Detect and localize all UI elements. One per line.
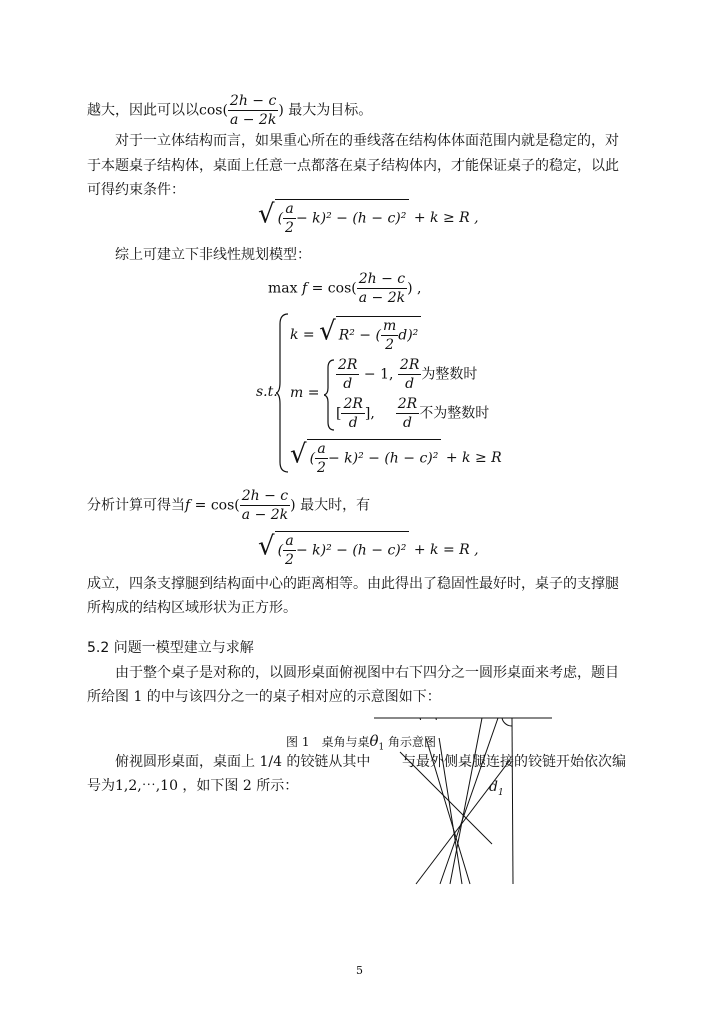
expr: R² − (	[338, 327, 381, 344]
paragraph-2-line-3: 可得约束条件：	[87, 182, 185, 198]
fraction	[228, 92, 278, 129]
numerator: a	[283, 532, 296, 551]
expr: − k)² − (h − c)²	[295, 542, 407, 559]
f: f	[301, 280, 308, 297]
eq: = cos(	[311, 280, 357, 297]
numerator: 2R	[338, 357, 358, 373]
caption-text: 图 1 桌角与桌	[286, 735, 370, 749]
sqrt	[258, 199, 409, 237]
condition: 不为整数时	[419, 405, 490, 422]
page-number: 5	[356, 964, 363, 977]
radical-sign: √	[258, 199, 275, 230]
k-lhs: k =	[290, 327, 315, 343]
max: max	[268, 280, 298, 297]
fraction	[336, 356, 359, 393]
fraction	[396, 395, 419, 432]
paragraph-7-line-1-a: 俯视圆形桌面，桌面上 1/4 的铰链从其中	[115, 754, 371, 770]
denominator: 2	[317, 460, 326, 476]
numerator: 2h − c	[229, 93, 277, 109]
radicand	[336, 316, 422, 354]
radical-sign: √	[319, 316, 336, 347]
expr-tail: + k ≥ R	[445, 450, 502, 466]
denominator: d	[402, 415, 412, 431]
paren: (	[277, 210, 284, 227]
fraction	[283, 532, 296, 569]
numerator: 2h − c	[241, 488, 289, 504]
sqrt	[290, 439, 441, 477]
text: 分析计算可得当	[87, 497, 185, 514]
paragraph-6-line-1: 由于整个桌子是对称的，以圆形桌面俯视图中右下四分之一圆形桌面来考虑，题目	[115, 665, 619, 681]
text: 最大为目标。	[288, 102, 373, 119]
section-heading: 5.2 问题一模型建立与求解	[87, 640, 254, 656]
fraction	[283, 200, 296, 237]
constraint-m-case-2	[336, 395, 489, 432]
equation-equality	[258, 531, 479, 569]
paren: (	[309, 450, 316, 467]
numerator: 2h − c	[358, 271, 406, 287]
eq: = cos(	[194, 497, 240, 514]
fraction	[381, 317, 398, 354]
paragraph-4	[87, 487, 370, 524]
expr: − 1,	[363, 366, 394, 383]
objective-function	[268, 270, 422, 307]
denominator: 2	[285, 552, 294, 568]
fraction	[341, 395, 364, 432]
denominator: a − 2k	[241, 507, 289, 523]
radicand	[275, 531, 410, 569]
radical-sign: √	[258, 531, 275, 562]
d-symbol: d	[489, 779, 498, 795]
denominator: d	[348, 415, 358, 431]
expr: − k)² − (h − c)²	[295, 210, 407, 227]
paragraph-3: 综上可建立下非线性规划模型：	[115, 247, 311, 263]
condition: 为整数时	[421, 366, 478, 383]
cos: cos(	[199, 102, 228, 119]
fraction	[357, 270, 407, 307]
paren: ) ,	[407, 280, 422, 297]
numerator: 2R	[399, 357, 420, 373]
radical-sign: √	[290, 439, 307, 470]
system-brace	[276, 312, 290, 474]
text: ) 最大时，有	[290, 497, 371, 514]
denominator: 2	[385, 337, 395, 353]
expr-tail: + k ≥ R ,	[413, 210, 479, 226]
theta-subscript: 1	[378, 742, 385, 753]
equation-constraint	[258, 199, 479, 237]
sqrt	[319, 316, 421, 354]
numerator: m	[382, 318, 397, 334]
denominator: d	[405, 376, 415, 392]
sqrt	[258, 531, 409, 569]
radicand	[275, 199, 410, 237]
m-brace	[324, 358, 336, 432]
paragraph-2-line-2: 于本题桌子结构体，桌面上任意一点都落在桌子结构体内，才能保证桌子的稳定，以此	[87, 158, 619, 174]
paren: )	[278, 102, 284, 119]
theta-symbol: θ	[369, 732, 379, 750]
paragraph-7-line-2: 号为1,2,⋯,10 ，如下图 2 所示：	[87, 778, 299, 794]
paragraph-5-line-2: 所构成的结构区域形状为正方形。	[87, 600, 297, 616]
numerator: 2R	[343, 396, 363, 412]
numerator: a	[315, 440, 328, 459]
fraction	[315, 440, 328, 477]
paragraph-2-line-1: 对于一立体结构而言，如果重心所在的垂线落在结构体体面范围内就是稳定的，对	[115, 133, 619, 149]
denominator: a − 2k	[358, 290, 406, 306]
text: 越大，因此可以以	[87, 102, 199, 119]
paragraph-7-line-1-b: 与最外侧桌腿连接的铰链开始依次编	[402, 754, 626, 770]
fraction	[240, 487, 290, 524]
paren: (	[277, 542, 284, 559]
constraint-m-lhs: m =	[290, 385, 320, 401]
paragraph-6-line-2: 所给图 1 的中与该四分之一的桌子相对应的示意图如下：	[87, 689, 441, 705]
bracket: ],	[364, 405, 375, 422]
d-subscript: 1	[497, 787, 504, 798]
paragraph-5-line-1: 成立，四条支撑腿到结构面中心的距离相等。由此得出了稳固性最好时，桌子的支撑腿	[87, 576, 619, 592]
numerator: a	[283, 200, 296, 219]
denominator: d	[343, 376, 353, 392]
radicand	[307, 439, 442, 477]
expr: − k)² − (h − c)²	[327, 450, 439, 467]
denominator: a − 2k	[229, 112, 277, 128]
paragraph-1	[87, 92, 372, 129]
constraint-k	[290, 316, 421, 354]
denominator: 2	[285, 220, 294, 236]
expr: d)²	[398, 327, 419, 344]
st-label: s.t.	[256, 384, 278, 400]
figure-1-d-label	[489, 778, 504, 802]
constraint-stability	[290, 439, 502, 477]
fraction	[398, 356, 421, 393]
numerator: 2R	[397, 396, 418, 412]
f: f	[185, 497, 191, 514]
caption-text: 角示意图	[388, 735, 437, 749]
constraint-m-case-1	[336, 356, 477, 393]
bracket: [	[336, 405, 342, 422]
expr-tail: + k = R ,	[413, 542, 479, 558]
